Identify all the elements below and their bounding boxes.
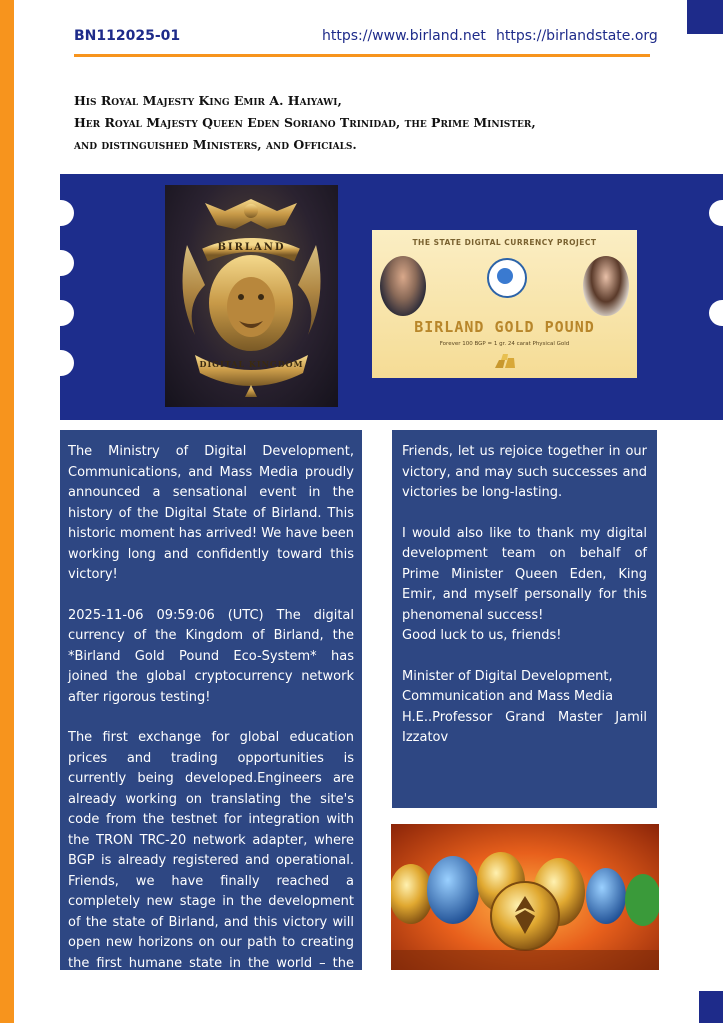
- salutation-line: and distinguished Ministers, and Officials.: [74, 137, 357, 152]
- salutation-line: His Royal Majesty King Emir A. Haiyawi,: [74, 93, 342, 108]
- emblem-top-text: BIRLAND: [217, 242, 286, 253]
- orange-side-bar: [0, 0, 14, 1023]
- lion-emblem-icon: [165, 185, 338, 407]
- currency-subtitle: Forever 100 BGP = 1 gr. 24 carat Physical Gold: [439, 341, 570, 347]
- portrait-queen: [583, 256, 629, 316]
- announcement-panel: [60, 430, 362, 991]
- birland-coat-of-arms: [165, 185, 338, 407]
- announcement-paragraph: The Ministry of Digital Development, Communications, and Mass Media proudly announced a sensational event in the history of the Digital State of Birland. This historic moment has arrived! We have been working long and confidently toward this victory!: [68, 444, 354, 582]
- signature-name: H.E..Professor Grand Master Jamil Izzatov: [402, 709, 647, 745]
- currency-card-title: THE STATE DIGITAL CURRENCY PROJECT: [412, 238, 597, 247]
- closing-paragraph: Good luck to us, friends!: [402, 628, 562, 643]
- announcement-paragraph: The first exchange for global education prices and trading opportunities is currently being developed.Engineers are already working on translating the site's code from the testnet for integration with the TRON TRC-20 network adapter, where BGP is already registered and operational. Friends, we have finally reached a completely new stage in the development of the state of Birland, and this victory will open new horizons on our path to creating the first humane state in the world – the Kingdom of Birland.: [68, 730, 354, 991]
- website-link-birland-net[interactable]: https://www.birland.net: [322, 28, 486, 44]
- header-divider: [74, 54, 650, 57]
- salutation: [74, 90, 654, 156]
- page-header: [74, 28, 658, 48]
- currency-name: BIRLAND GOLD POUND: [414, 318, 595, 336]
- currency-project-card: [372, 230, 637, 378]
- portrait-minister: [380, 256, 426, 316]
- corner-decoration-bottom: [699, 991, 723, 1023]
- signature-title: Minister of Digital Development, Communication and Mass Media: [402, 668, 614, 704]
- document-id: BN112025-01: [74, 28, 181, 44]
- corner-decoration: [687, 0, 723, 34]
- emblem-bottom-text: DIGITAL KINGDOM: [199, 359, 304, 369]
- salutation-line: Her Royal Majesty Queen Eden Soriano Trinidad, the Prime Minister,: [74, 115, 536, 130]
- state-seal-icon: [487, 258, 527, 298]
- website-link-birlandstate-org[interactable]: https://birlandstate.org: [496, 28, 658, 44]
- closing-paragraph: I would also like to thank my digital development team on behalf of Prime Minister Queen Eden, King Emir, and myself personally for this phenomenal success!: [402, 525, 647, 623]
- announcement-paragraph: 2025-11-06 09:59:06 (UTC) The digital currency of the Kingdom of Birland, the *Birland Gold Pound Eco-System* has joined the global cryptocurrency network after rigorous testing!: [68, 607, 354, 705]
- gold-bars-icon: [493, 352, 517, 370]
- crypto-coins-image: [391, 824, 659, 970]
- closing-paragraph: Friends, let us rejoice together in our victory, and may such successes and victories be long-lasting.: [402, 444, 647, 500]
- closing-panel: [392, 430, 657, 808]
